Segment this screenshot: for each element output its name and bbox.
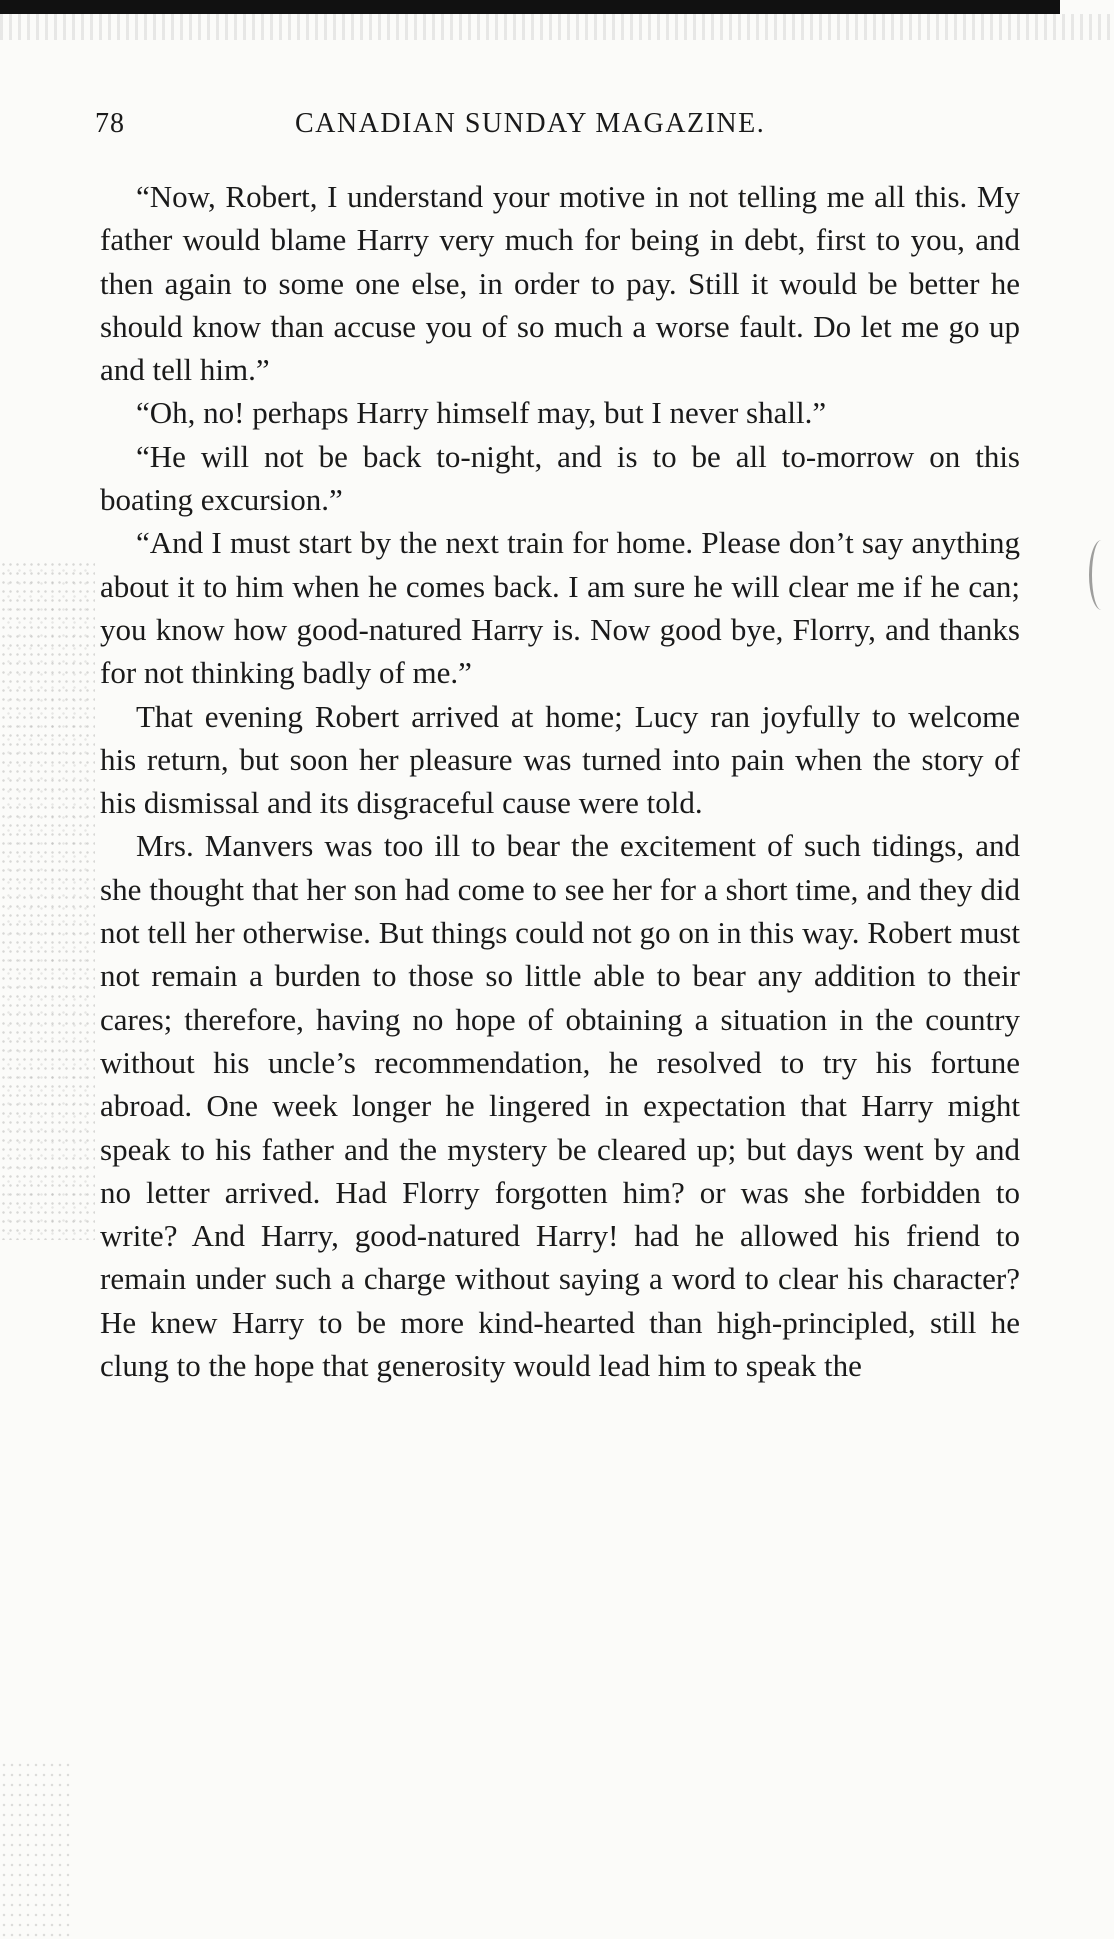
paragraph: That evening Robert arrived at home; Lucy ran joyfully to welcome his return, but soon her pleasure was turned into pain when the story of his dismissal and its disgraceful cause were told. <box>100 698 1020 821</box>
binding-edge-mark <box>1089 540 1114 610</box>
article-body <box>100 175 1020 1387</box>
scan-speckle-left <box>0 560 95 1240</box>
paragraph: “Now, Robert, I understand your motive in not telling me all this. My father would blame Harry very much for being in debt, first to you, and then again to some one else, in order to pay. Still it would be better he should know than accuse you of so much a worse fault. Do let me go up and tell him.” <box>100 179 1020 388</box>
paragraph: “Oh, no! perhaps Harry himself may, but I never shall.” <box>136 395 827 431</box>
paragraph: Mrs. Manvers was too ill to bear the excitement of such tidings, and she thought that her son had come to see her for a short time, and they did not tell her otherwise. But things could not go on in this way. Robert must not remain a burden to those so little able to bear any addition to their cares; therefore, having no hope of obtaining a situation in the country without his uncle’s recommendation, he resolved to try his fortune abroad. One week longer he lingered in expectation that Harry might speak to his father and the mystery be cleared up; but days went by and no letter arrived. Had Florry forgotten him? or was she forbidden to write? And Harry, good-natured Harry! had he allowed his friend to remain under such a charge without saying a word to clear his character? He knew Harry to be more kind-hearted than high-principled, still he clung to the hope that generosity would lead him to speak the <box>100 828 1020 1384</box>
scan-noise-top <box>0 14 1114 40</box>
paragraph: “And I must start by the next train for home. Please don’t say anything about it to him when he comes back. I am sure he will clear me if he can; you know how good-natured Harry is. Now good bye, Florry, and thanks for not thinking badly of me.” <box>100 525 1020 691</box>
page-number: 78 <box>95 108 125 139</box>
scan-speckle-left-bottom <box>0 1760 70 1939</box>
running-title: CANADIAN SUNDAY MAGAZINE. <box>295 108 766 139</box>
page-header <box>95 108 1015 144</box>
paragraph: “He will not be back to-night, and is to be all to-morrow on this boating excursion.” <box>100 438 1020 518</box>
top-border-rule <box>0 0 1060 14</box>
